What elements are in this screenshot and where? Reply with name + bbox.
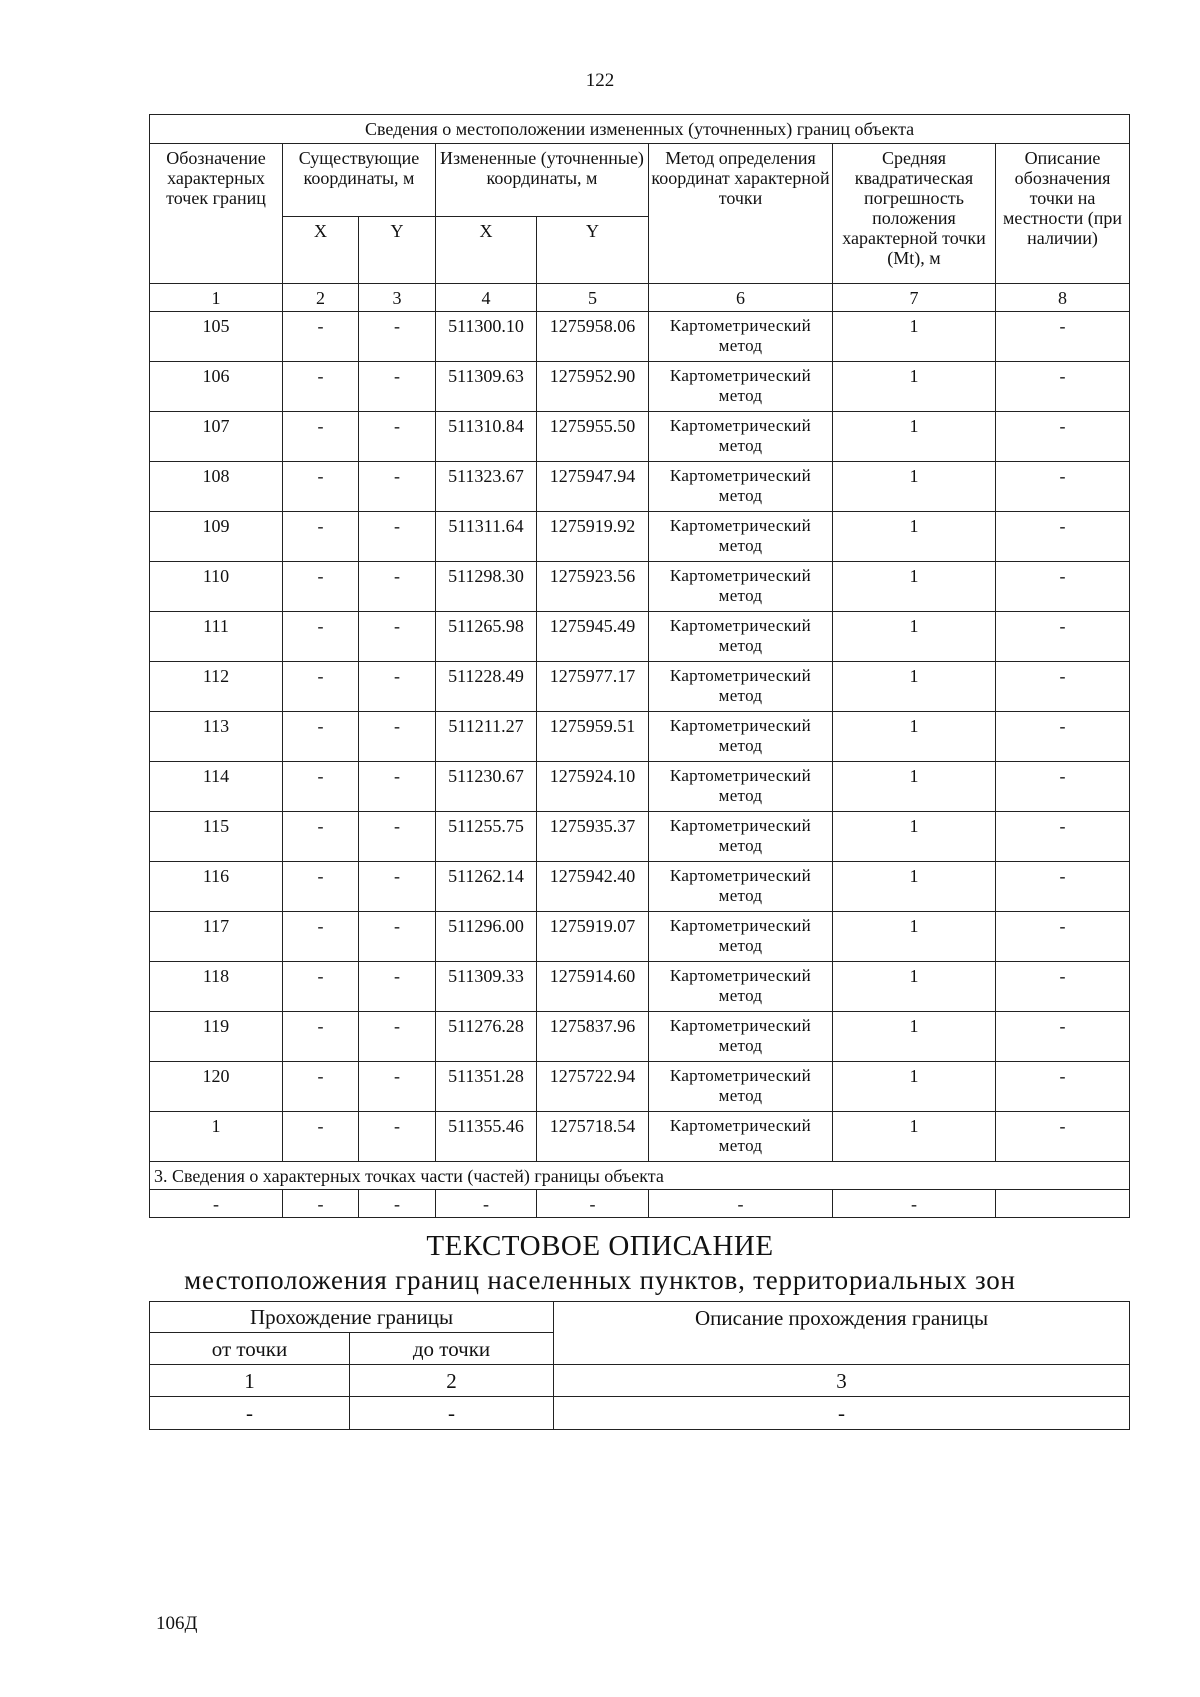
error-cell: 1 [833, 362, 996, 412]
description-cell: - [996, 762, 1130, 812]
existing-y-cell: - [359, 562, 436, 612]
text-description-title: ТЕКСТОВОЕ ОПИСАНИЕ [426, 1230, 774, 1262]
error-cell: 1 [833, 1062, 996, 1112]
method-cell: Картометрический метод [649, 962, 833, 1012]
existing-y-cell: - [359, 362, 436, 412]
point-id-cell: 1 [150, 1112, 283, 1162]
header-method: Метод определения координат характерной точки [649, 144, 833, 284]
table-row [150, 562, 1130, 612]
column-number: 3 [359, 284, 436, 312]
part-cell: - [436, 1190, 537, 1218]
changed-x-cell: 511298.30 [436, 562, 537, 612]
existing-y-cell: - [359, 1062, 436, 1112]
existing-x-cell: - [283, 512, 359, 562]
part-cell: - [537, 1190, 649, 1218]
description-cell: - [996, 512, 1130, 562]
existing-x-cell: - [283, 362, 359, 412]
column-number: 8 [996, 284, 1130, 312]
method-cell: Картометрический метод [649, 762, 833, 812]
changed-x-cell: 511265.98 [436, 612, 537, 662]
existing-y-cell: - [359, 412, 436, 462]
changed-x-cell: 511296.00 [436, 912, 537, 962]
changed-y-cell: 1275919.07 [537, 912, 649, 962]
column-number-row [150, 1365, 1130, 1397]
passage-cell: - [150, 1397, 350, 1430]
point-id-cell: 113 [150, 712, 283, 762]
passage-cell: - [350, 1397, 554, 1430]
method-cell: Картометрический метод [649, 1062, 833, 1112]
table-row [150, 462, 1130, 512]
table-row [150, 712, 1130, 762]
existing-x-cell: - [283, 912, 359, 962]
header-changed-x: X [436, 217, 537, 284]
changed-x-cell: 511311.64 [436, 512, 537, 562]
point-id-cell: 108 [150, 462, 283, 512]
point-id-cell: 111 [150, 612, 283, 662]
table-row [150, 812, 1130, 862]
existing-x-cell: - [283, 562, 359, 612]
column-number: 6 [649, 284, 833, 312]
existing-y-cell: - [359, 612, 436, 662]
changed-x-cell: 511211.27 [436, 712, 537, 762]
point-id-cell: 116 [150, 862, 283, 912]
existing-y-cell: - [359, 512, 436, 562]
method-cell: Картометрический метод [649, 512, 833, 562]
table-row [150, 1397, 1130, 1430]
error-cell: 1 [833, 1112, 996, 1162]
error-cell: 1 [833, 562, 996, 612]
changed-y-cell: 1275923.56 [537, 562, 649, 612]
column-number: 1 [150, 1365, 350, 1397]
method-cell: Картометрический метод [649, 1012, 833, 1062]
description-cell: - [996, 962, 1130, 1012]
header-error: Средняя квадратическая погрешность положения характерной точки (Mt), м [833, 144, 996, 284]
header-from-point: от точки [150, 1333, 350, 1365]
changed-x-cell: 511300.10 [436, 312, 537, 362]
table-row [150, 662, 1130, 712]
changed-y-cell: 1275924.10 [537, 762, 649, 812]
changed-x-cell: 511230.67 [436, 762, 537, 812]
error-cell: 1 [833, 312, 996, 362]
table-caption: Сведения о местоположении измененных (уточненных) границ объекта [150, 115, 1130, 144]
error-cell: 1 [833, 462, 996, 512]
point-id-cell: 110 [150, 562, 283, 612]
changed-y-cell: 1275952.90 [537, 362, 649, 412]
description-cell: - [996, 1012, 1130, 1062]
point-id-cell: 114 [150, 762, 283, 812]
header-point-designation: Обозначение характерных точек границ [150, 144, 283, 284]
changed-x-cell: 511228.49 [436, 662, 537, 712]
error-cell: 1 [833, 962, 996, 1012]
document-code: 106Д [156, 1613, 198, 1634]
table-row [150, 762, 1130, 812]
method-cell: Картометрический метод [649, 912, 833, 962]
point-id-cell: 117 [150, 912, 283, 962]
header-passage-description: Описание прохождения границы [554, 1302, 1130, 1365]
method-cell: Картометрический метод [649, 1112, 833, 1162]
column-number: 1 [150, 284, 283, 312]
changed-y-cell: 1275718.54 [537, 1112, 649, 1162]
header-existing-coordinates: Существующие координаты, м [283, 144, 436, 217]
method-cell: Картометрический метод [649, 562, 833, 612]
error-cell: 1 [833, 662, 996, 712]
existing-x-cell: - [283, 612, 359, 662]
changed-y-cell: 1275919.92 [537, 512, 649, 562]
part-cell: - [150, 1190, 283, 1218]
changed-y-cell: 1275977.17 [537, 662, 649, 712]
boundary-passage-table [149, 1301, 1130, 1430]
part-cell: - [833, 1190, 996, 1218]
existing-y-cell: - [359, 312, 436, 362]
text-description-subtitle: местоположения границ населенных пунктов, территориальных зон [184, 1265, 1016, 1295]
point-id-cell: 115 [150, 812, 283, 862]
description-cell: - [996, 862, 1130, 912]
error-cell: 1 [833, 762, 996, 812]
header-changed-coordinates: Измененные (уточненные) координаты, м [436, 144, 649, 217]
description-cell: - [996, 362, 1130, 412]
existing-y-cell: - [359, 812, 436, 862]
changed-y-cell: 1275959.51 [537, 712, 649, 762]
changed-y-cell: 1275914.60 [537, 962, 649, 1012]
changed-y-cell: 1275958.06 [537, 312, 649, 362]
description-cell: - [996, 462, 1130, 512]
column-number: 3 [554, 1365, 1130, 1397]
point-id-cell: 119 [150, 1012, 283, 1062]
existing-y-cell: - [359, 912, 436, 962]
changed-y-cell: 1275935.37 [537, 812, 649, 862]
existing-x-cell: - [283, 312, 359, 362]
changed-x-cell: 511351.28 [436, 1062, 537, 1112]
method-cell: Картометрический метод [649, 362, 833, 412]
error-cell: 1 [833, 862, 996, 912]
description-cell: - [996, 1112, 1130, 1162]
header-existing-x: X [283, 217, 359, 284]
column-number-row [150, 284, 1130, 312]
existing-y-cell: - [359, 1112, 436, 1162]
passage-cell: - [554, 1397, 1130, 1430]
header-existing-y: Y [359, 217, 436, 284]
error-cell: 1 [833, 512, 996, 562]
description-cell: - [996, 612, 1130, 662]
header-passage: Прохождение границы [150, 1302, 554, 1333]
point-id-cell: 109 [150, 512, 283, 562]
table-row [150, 962, 1130, 1012]
existing-x-cell: - [283, 662, 359, 712]
existing-x-cell: - [283, 712, 359, 762]
error-cell: 1 [833, 812, 996, 862]
method-cell: Картометрический метод [649, 462, 833, 512]
header-description: Описание обозначения точки на местности (при наличии) [996, 144, 1130, 284]
existing-x-cell: - [283, 962, 359, 1012]
table-row [150, 862, 1130, 912]
changed-x-cell: 511355.46 [436, 1112, 537, 1162]
table-row [150, 312, 1130, 362]
existing-y-cell: - [359, 862, 436, 912]
table-row [150, 1062, 1130, 1112]
part-cell: - [359, 1190, 436, 1218]
changed-x-cell: 511276.28 [436, 1012, 537, 1062]
table-row [150, 512, 1130, 562]
method-cell: Картометрический метод [649, 662, 833, 712]
page-number: 122 [585, 70, 615, 91]
method-cell: Картометрический метод [649, 862, 833, 912]
part-cell: - [283, 1190, 359, 1218]
table-row [150, 912, 1130, 962]
column-number: 7 [833, 284, 996, 312]
description-cell: - [996, 662, 1130, 712]
description-cell: - [996, 312, 1130, 362]
table-row [150, 1012, 1130, 1062]
column-number: 5 [537, 284, 649, 312]
table-row [150, 412, 1130, 462]
existing-x-cell: - [283, 762, 359, 812]
part-row [150, 1190, 1130, 1218]
description-cell: - [996, 1062, 1130, 1112]
existing-x-cell: - [283, 862, 359, 912]
error-cell: 1 [833, 912, 996, 962]
column-number: 2 [283, 284, 359, 312]
existing-x-cell: - [283, 462, 359, 512]
method-cell: Картометрический метод [649, 712, 833, 762]
method-cell: Картометрический метод [649, 612, 833, 662]
part-section-heading: 3. Сведения о характерных точках части (частей) границы объекта [150, 1162, 1130, 1190]
error-cell: 1 [833, 712, 996, 762]
point-id-cell: 118 [150, 962, 283, 1012]
description-cell: - [996, 562, 1130, 612]
existing-y-cell: - [359, 462, 436, 512]
changed-y-cell: 1275955.50 [537, 412, 649, 462]
column-number: 2 [350, 1365, 554, 1397]
part-cell: - [649, 1190, 833, 1218]
changed-x-cell: 511255.75 [436, 812, 537, 862]
method-cell: Картометрический метод [649, 812, 833, 862]
part-cell [996, 1190, 1130, 1218]
changed-y-cell: 1275945.49 [537, 612, 649, 662]
method-cell: Картометрический метод [649, 412, 833, 462]
changed-x-cell: 511262.14 [436, 862, 537, 912]
existing-x-cell: - [283, 1112, 359, 1162]
existing-y-cell: - [359, 662, 436, 712]
error-cell: 1 [833, 1012, 996, 1062]
changed-y-cell: 1275722.94 [537, 1062, 649, 1112]
point-id-cell: 107 [150, 412, 283, 462]
existing-x-cell: - [283, 1012, 359, 1062]
header-to-point: до точки [350, 1333, 554, 1365]
column-number: 4 [436, 284, 537, 312]
existing-y-cell: - [359, 962, 436, 1012]
table-row [150, 1112, 1130, 1162]
description-cell: - [996, 712, 1130, 762]
existing-y-cell: - [359, 712, 436, 762]
error-cell: 1 [833, 612, 996, 662]
existing-y-cell: - [359, 1012, 436, 1062]
method-cell: Картометрический метод [649, 312, 833, 362]
description-cell: - [996, 812, 1130, 862]
table-row [150, 362, 1130, 412]
changed-y-cell: 1275837.96 [537, 1012, 649, 1062]
point-id-cell: 120 [150, 1062, 283, 1112]
description-cell: - [996, 412, 1130, 462]
existing-x-cell: - [283, 1062, 359, 1112]
boundary-coordinates-table [149, 114, 1130, 1218]
point-id-cell: 112 [150, 662, 283, 712]
existing-x-cell: - [283, 812, 359, 862]
header-changed-y: Y [537, 217, 649, 284]
changed-x-cell: 511310.84 [436, 412, 537, 462]
existing-y-cell: - [359, 762, 436, 812]
existing-x-cell: - [283, 412, 359, 462]
table-row [150, 612, 1130, 662]
changed-x-cell: 511323.67 [436, 462, 537, 512]
description-cell: - [996, 912, 1130, 962]
changed-y-cell: 1275947.94 [537, 462, 649, 512]
point-id-cell: 106 [150, 362, 283, 412]
changed-x-cell: 511309.33 [436, 962, 537, 1012]
changed-y-cell: 1275942.40 [537, 862, 649, 912]
changed-x-cell: 511309.63 [436, 362, 537, 412]
point-id-cell: 105 [150, 312, 283, 362]
error-cell: 1 [833, 412, 996, 462]
